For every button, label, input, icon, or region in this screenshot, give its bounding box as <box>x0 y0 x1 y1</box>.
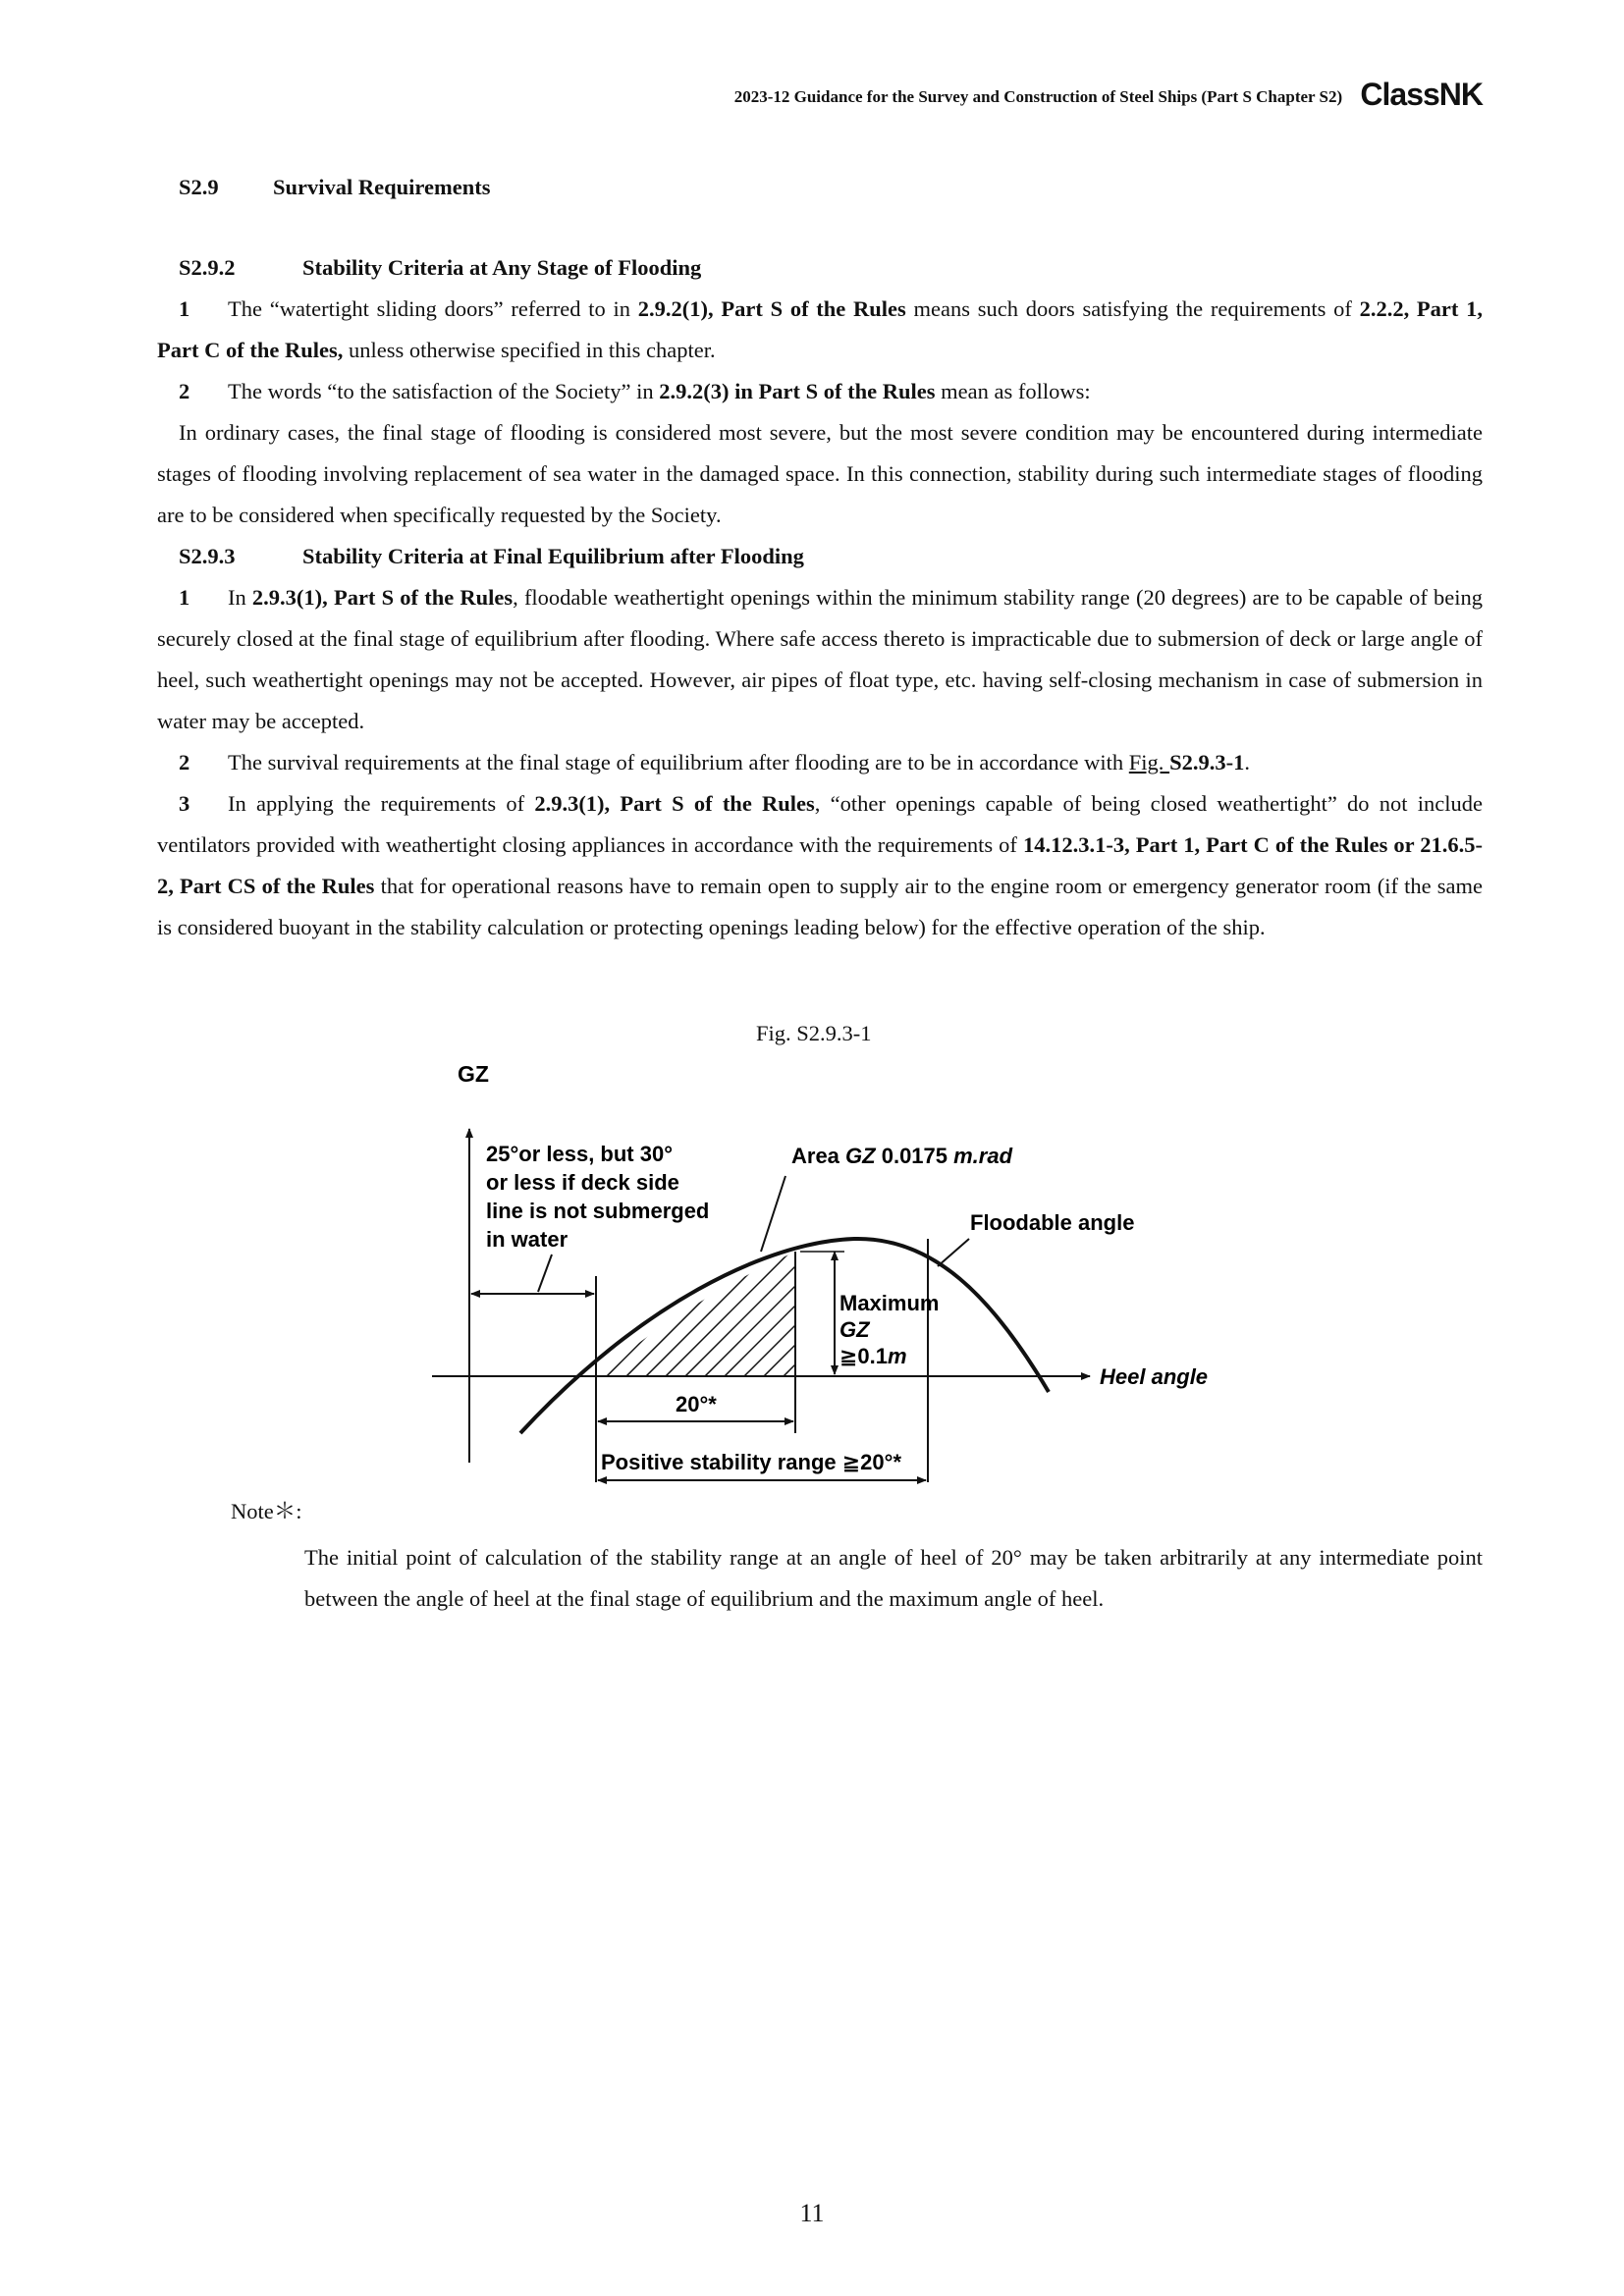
subsection-heading-s2-9-3 <box>179 536 1483 577</box>
twenty-deg-label: 20°* <box>676 1392 717 1416</box>
svg-text:line is not submerged: line is not submerged <box>486 1199 710 1223</box>
subsection-title: Stability Criteria at Any Stage of Flooding <box>302 255 702 280</box>
hatched-area <box>550 1237 923 1394</box>
paragraph-s293-3: 3 In applying the requirements of 2.9.3(1), Part S of the Rules, “other openings capable of being closed weathertight” do not include ventilators provided with weathertight closing appliances in accordance with the requirements of 14.12.3.1-3, Part 1, Part C of the Rules or 21.6.5-2, Part CS of the Rules that for operational reasons have to remain open to supply air to the engine room or emergency generator room (if the same is considered buoyant in the stability calculation or protecting openings leading below) for the effective operation of the ship. <box>157 783 1483 948</box>
svg-text:or less if deck side: or less if deck side <box>486 1170 679 1195</box>
section-number: S2.9 <box>179 175 219 199</box>
paragraph-number: 2 <box>179 379 190 403</box>
paragraph-s292-2: 2 The words “to the satisfaction of the Society” in 2.9.2(3) in Part S of the Rules mean as follows: <box>157 371 1483 412</box>
svg-text:25°or less, but 30°: 25°or less, but 30° <box>486 1142 674 1166</box>
subsection-number: S2.9.2 <box>179 255 236 280</box>
note-label <box>486 1142 709 1252</box>
classnk-logo: ClassNK <box>1360 77 1483 112</box>
header-title: 2023-12 Guidance for the Survey and Construction of Steel Ships (Part S Chapter S2) <box>733 87 1343 106</box>
subsection-heading-s2-9-2 <box>179 247 1483 289</box>
paragraph-number: 3 <box>179 791 190 816</box>
paragraph-number: 2 <box>179 750 190 774</box>
section-title: Survival Requirements <box>273 175 491 199</box>
max-gz-label: Maximum <box>839 1291 940 1315</box>
figure-link[interactable]: Fig. <box>1128 750 1170 774</box>
svg-text:≧0.1m: ≧0.1m <box>839 1344 907 1368</box>
note-body: The initial point of calculation of the stability range at an angle of heel of 20° may be taken arbitrarily at any intermediate point between the angle of heel at the final stage of equilibrium and the maximum angle of heel. <box>304 1545 1483 1611</box>
paragraph-number: 1 <box>179 585 190 610</box>
page-number: 11 <box>799 2199 825 2227</box>
figure-title: Fig. S2.9.3-1 <box>756 1021 872 1045</box>
paragraph-s292-1: 1 The “watertight sliding doors” referred to in 2.9.2(1), Part S of the Rules means such doors satisfying the requirements of 2.2.2, Part 1, Part C of the Rules, unless otherwise specified in this chapter. <box>157 289 1483 371</box>
svg-text:GZ: GZ <box>839 1317 870 1342</box>
note-label-text: Note＊: <box>231 1499 302 1523</box>
gz-axis-label: GZ <box>458 1061 489 1087</box>
document-body <box>157 167 1483 948</box>
page-header <box>0 77 1483 113</box>
floodable-angle-label: Floodable angle <box>970 1210 1135 1235</box>
svg-text:in water: in water <box>486 1227 568 1252</box>
area-label: Area GZ 0.0175 m.rad <box>791 1144 1013 1168</box>
section-heading-s2-9 <box>179 167 1483 208</box>
subsection-title: Stability Criteria at Final Equilibrium after Flooding <box>302 544 804 568</box>
stability-range-label: Positive stability range ≧20°* <box>601 1450 902 1474</box>
paragraph-s292-2-body: In ordinary cases, the final stage of flooding is considered most severe, but the most severe condition may be encountered during intermediate stages of flooding involving replacement of sea water in the damaged space. In this connection, stability during such intermediate stages of flooding are to be considered when specifically requested by the Society. <box>157 420 1483 527</box>
paragraph-number: 1 <box>179 296 190 321</box>
subsection-number: S2.9.3 <box>179 544 236 568</box>
paragraph-s293-2: 2 The survival requirements at the final stage of equilibrium after flooding are to be in accordance with Fig. S2.9.3-1. <box>157 742 1483 783</box>
heel-angle-label: Heel angle <box>1100 1364 1209 1389</box>
stability-figure <box>393 1021 1276 1492</box>
paragraph-s293-1: 1 In 2.9.3(1), Part S of the Rules, floodable weathertight openings within the minimum stability range (20 degrees) are to be capable of being securely closed at the final stage of equilibrium after flooding. Where safe access thereto is impracticable due to submersion of deck or large angle of heel, such weathertight openings may not be accepted. However, air pipes of float type, etc. having self-closing mechanism in case of submersion in water may be accepted. <box>157 577 1483 742</box>
